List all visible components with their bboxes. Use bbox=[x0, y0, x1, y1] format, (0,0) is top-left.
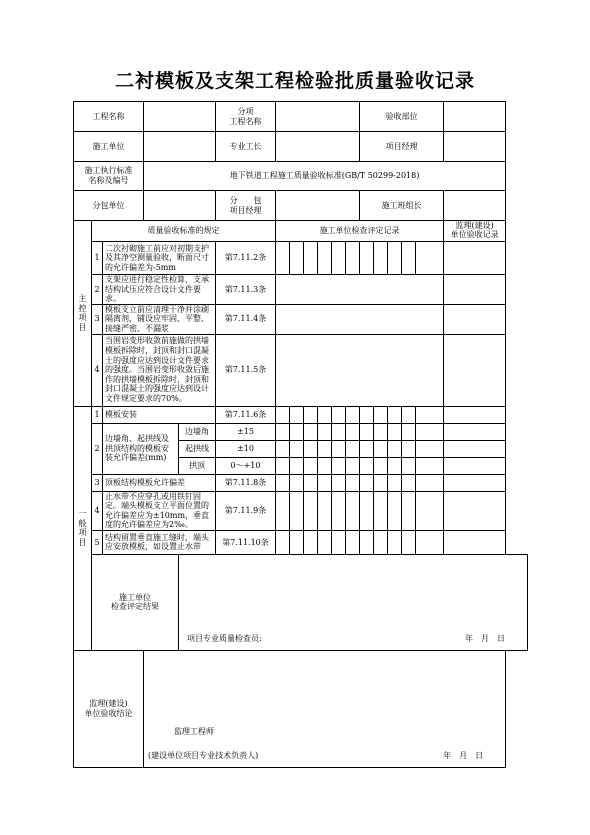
item-number: 2 bbox=[92, 275, 103, 305]
construction-unit-label: 施工单位 bbox=[74, 132, 144, 162]
supervision-date: 年 月 日 bbox=[443, 751, 484, 761]
check-cell[interactable] bbox=[332, 440, 346, 457]
check-cell[interactable] bbox=[304, 423, 318, 440]
evaluation-result-area[interactable] bbox=[179, 554, 528, 650]
sub-item-name: 边墙角 bbox=[179, 423, 216, 440]
item-reference: 第7.11.3条 bbox=[216, 275, 276, 305]
column-supervision-header: 监理(建设) 单位验收记录 bbox=[444, 221, 506, 242]
check-cell[interactable] bbox=[332, 242, 346, 275]
item-description: 模板支立前应清理干净并涂刷隔离剂，铺设应牢固、平整、接缝严密、不漏浆 bbox=[103, 304, 216, 334]
evaluation-date: 年 月 日 bbox=[465, 634, 505, 644]
check-cell[interactable] bbox=[402, 474, 416, 491]
supervision-record-cell[interactable] bbox=[444, 275, 506, 305]
check-cell[interactable] bbox=[318, 530, 332, 554]
check-cell[interactable] bbox=[360, 406, 374, 423]
check-remark-cell[interactable] bbox=[416, 491, 444, 530]
check-cell[interactable] bbox=[388, 440, 402, 457]
check-cell[interactable] bbox=[332, 406, 346, 423]
item-description: 二次衬砌施工前应对初期支护及其净空测量验收，断面尺寸的允许偏差为-5mm bbox=[103, 242, 216, 275]
subcontract-unit-field[interactable] bbox=[144, 191, 216, 221]
check-remark-cell[interactable] bbox=[416, 457, 444, 474]
check-cell[interactable] bbox=[290, 530, 304, 554]
item-description: 支架应进行稳定性检算，支承结构试压应符合设计文件要求。 bbox=[103, 275, 216, 305]
check-record-cell[interactable] bbox=[276, 275, 444, 305]
item-number: 5 bbox=[92, 530, 103, 554]
check-cell[interactable] bbox=[276, 423, 290, 440]
check-cell[interactable] bbox=[318, 242, 332, 275]
check-cell[interactable] bbox=[276, 440, 290, 457]
check-cell[interactable] bbox=[290, 440, 304, 457]
item-reference: 第7.11.9条 bbox=[216, 491, 276, 530]
item-reference: 第7.11.5条 bbox=[216, 334, 276, 406]
check-cell[interactable] bbox=[374, 457, 388, 474]
check-cell[interactable] bbox=[276, 530, 290, 554]
supervision-label: 监理(建设) 单位验收结论 bbox=[74, 650, 144, 767]
check-cell[interactable] bbox=[360, 474, 374, 491]
check-cell[interactable] bbox=[388, 530, 402, 554]
supervision-engineer-label: 监理工程师 bbox=[174, 727, 215, 737]
check-cell[interactable] bbox=[402, 440, 416, 457]
sub-item-name: 拱顶 bbox=[179, 457, 216, 474]
check-cell[interactable] bbox=[290, 406, 304, 423]
check-cell[interactable] bbox=[402, 242, 416, 275]
supervision-record-cell[interactable] bbox=[444, 406, 506, 423]
project-name-field[interactable] bbox=[144, 102, 216, 132]
check-remark-cell[interactable] bbox=[416, 474, 444, 491]
check-cell[interactable] bbox=[276, 474, 290, 491]
sub-project-field[interactable] bbox=[276, 102, 360, 132]
sub-item-value: 0～+10 bbox=[216, 457, 276, 474]
check-cell[interactable] bbox=[360, 457, 374, 474]
check-cell[interactable] bbox=[332, 491, 346, 530]
check-cell[interactable] bbox=[346, 423, 360, 440]
sub-item-name: 起拱线 bbox=[179, 440, 216, 457]
check-cell[interactable] bbox=[332, 423, 346, 440]
check-cell[interactable] bbox=[318, 423, 332, 440]
item-number: 1 bbox=[92, 242, 103, 275]
general-row bbox=[74, 530, 528, 554]
check-remark-cell[interactable] bbox=[416, 440, 444, 457]
item-reference: 第7.11.10条 bbox=[216, 530, 276, 554]
sub-project-label: 分项 工程名称 bbox=[216, 102, 276, 132]
column-check-header: 施工单位检查评定记录 bbox=[276, 221, 444, 242]
check-cell[interactable] bbox=[388, 491, 402, 530]
check-cell[interactable] bbox=[346, 242, 360, 275]
check-cell[interactable] bbox=[374, 242, 388, 275]
check-cell[interactable] bbox=[388, 474, 402, 491]
check-remark-cell[interactable] bbox=[416, 530, 444, 554]
page-title: 二衬模板及支架工程检验批质量验收记录 bbox=[114, 70, 475, 92]
tech-lead-label: (建设单位项目专业技术负责人) bbox=[148, 751, 259, 761]
column-standard-header: 质量验收标准的规定 bbox=[92, 221, 276, 242]
check-cell[interactable] bbox=[402, 530, 416, 554]
check-cell[interactable] bbox=[346, 440, 360, 457]
item-number: 3 bbox=[92, 474, 103, 491]
check-cell[interactable] bbox=[374, 423, 388, 440]
check-cell[interactable] bbox=[402, 406, 416, 423]
item-number: 1 bbox=[92, 406, 103, 423]
supervision-record-cell[interactable] bbox=[444, 474, 506, 491]
check-cell[interactable] bbox=[276, 406, 290, 423]
check-cell[interactable] bbox=[318, 406, 332, 423]
standard-label: 施工执行标准 名称及编号 bbox=[74, 162, 144, 191]
check-cell[interactable] bbox=[346, 491, 360, 530]
foreman-field[interactable] bbox=[276, 132, 360, 162]
supervision-record-cell[interactable] bbox=[444, 423, 506, 440]
supervision-record-cell[interactable] bbox=[444, 334, 506, 406]
check-cell[interactable] bbox=[374, 491, 388, 530]
check-record-cell[interactable] bbox=[276, 334, 444, 406]
foreman-label: 专业工长 bbox=[216, 132, 276, 162]
sub-item-value: ±10 bbox=[216, 440, 276, 457]
supervision-record-cell[interactable] bbox=[444, 530, 506, 554]
main-control-row bbox=[74, 275, 528, 305]
subcontract-manager-label: 分 包 项目经理 bbox=[216, 191, 276, 221]
quality-inspector-label: 项目专业质量检查员: bbox=[187, 634, 262, 644]
check-cell[interactable] bbox=[360, 491, 374, 530]
check-cell[interactable] bbox=[388, 242, 402, 275]
supervision-conclusion-area[interactable] bbox=[144, 650, 506, 767]
check-cell[interactable] bbox=[318, 491, 332, 530]
item-description: 当围岩变形收敛前施做的拱墙模板拆除时，封顶和封口混凝土的强度应达到设计文件要求的强度。当围岩变形收敛后施作的拱墙模板拆除时，封顶和封口混凝土的强度应达到设计文件规定要求的70%。 bbox=[103, 334, 216, 406]
check-cell[interactable] bbox=[276, 491, 290, 530]
check-cell[interactable] bbox=[276, 457, 290, 474]
team-leader-label: 施工班组长 bbox=[360, 191, 444, 221]
standard-value: 地下铁道工程施工质量验收标准(GB/T 50299-2018) bbox=[144, 162, 506, 191]
main-control-row bbox=[74, 334, 528, 406]
item-number: 4 bbox=[92, 334, 103, 406]
check-cell[interactable] bbox=[290, 457, 304, 474]
evaluation-label: 施工单位 检查评定结果 bbox=[92, 554, 179, 650]
acceptance-part-field[interactable] bbox=[444, 102, 506, 132]
check-cell[interactable] bbox=[304, 474, 318, 491]
item-reference: 第7.11.6条 bbox=[216, 406, 276, 423]
project-manager-field[interactable] bbox=[444, 132, 506, 162]
check-cell[interactable] bbox=[346, 457, 360, 474]
check-cell[interactable] bbox=[346, 530, 360, 554]
check-record-cell[interactable] bbox=[276, 304, 444, 334]
construction-unit-field[interactable] bbox=[144, 132, 216, 162]
check-cell[interactable] bbox=[360, 530, 374, 554]
check-cell[interactable] bbox=[318, 457, 332, 474]
subcontract-manager-field[interactable] bbox=[276, 191, 360, 221]
check-cell[interactable] bbox=[290, 242, 304, 275]
general-row bbox=[74, 491, 528, 530]
check-cell[interactable] bbox=[304, 530, 318, 554]
acceptance-form-table bbox=[73, 101, 528, 768]
check-cell[interactable] bbox=[402, 423, 416, 440]
check-cell[interactable] bbox=[346, 474, 360, 491]
project-name-label: 工程名称 bbox=[74, 102, 144, 132]
check-cell[interactable] bbox=[304, 440, 318, 457]
supervision-record-cell[interactable] bbox=[444, 457, 506, 474]
check-cell[interactable] bbox=[346, 406, 360, 423]
general-row bbox=[74, 423, 528, 440]
check-cell[interactable] bbox=[318, 440, 332, 457]
check-cell[interactable] bbox=[374, 406, 388, 423]
check-cell[interactable] bbox=[332, 457, 346, 474]
check-remark-cell[interactable] bbox=[416, 242, 444, 275]
supervision-record-cell[interactable] bbox=[444, 242, 506, 275]
check-cell[interactable] bbox=[388, 406, 402, 423]
check-cell[interactable] bbox=[374, 440, 388, 457]
check-cell[interactable] bbox=[332, 474, 346, 491]
main-control-row bbox=[74, 242, 528, 275]
check-remark-cell[interactable] bbox=[416, 423, 444, 440]
check-cell[interactable] bbox=[360, 440, 374, 457]
main-control-row bbox=[74, 304, 528, 334]
check-cell[interactable] bbox=[374, 474, 388, 491]
check-cell[interactable] bbox=[388, 457, 402, 474]
item-reference: 第7.11.8条 bbox=[216, 474, 276, 491]
team-leader-field[interactable] bbox=[444, 191, 506, 221]
check-cell[interactable] bbox=[402, 491, 416, 530]
check-cell[interactable] bbox=[388, 423, 402, 440]
check-cell[interactable] bbox=[318, 474, 332, 491]
check-cell[interactable] bbox=[276, 242, 290, 275]
check-cell[interactable] bbox=[360, 242, 374, 275]
item-description: 止水带不应穿孔或用铁钉固定。端头模板支立平面位置的允许偏差应为±10mm，垂直度的允许偏差应为2‰。 bbox=[103, 491, 216, 530]
project-manager-label: 项目经理 bbox=[360, 132, 444, 162]
check-cell[interactable] bbox=[290, 474, 304, 491]
supervision-record-cell[interactable] bbox=[444, 440, 506, 457]
general-row bbox=[74, 406, 528, 423]
check-cell[interactable] bbox=[402, 457, 416, 474]
supervision-record-cell[interactable] bbox=[444, 304, 506, 334]
check-cell[interactable] bbox=[360, 423, 374, 440]
check-cell[interactable] bbox=[304, 406, 318, 423]
item-number: 4 bbox=[92, 491, 103, 530]
check-remark-cell[interactable] bbox=[416, 406, 444, 423]
supervision-record-cell[interactable] bbox=[444, 491, 506, 530]
item-description: 模板安装 bbox=[103, 406, 216, 423]
item-reference: 第7.11.2条 bbox=[216, 242, 276, 275]
item-number: 2 bbox=[92, 423, 103, 474]
check-cell[interactable] bbox=[332, 530, 346, 554]
sub-item-value: ±15 bbox=[216, 423, 276, 440]
item-description: 顶板结构模板允许偏差 bbox=[103, 474, 216, 491]
check-cell[interactable] bbox=[290, 491, 304, 530]
subcontract-unit-label: 分包单位 bbox=[74, 191, 144, 221]
item-number: 3 bbox=[92, 304, 103, 334]
check-cell[interactable] bbox=[374, 530, 388, 554]
item-reference: 第7.11.4条 bbox=[216, 304, 276, 334]
check-cell[interactable] bbox=[304, 242, 318, 275]
check-cell[interactable] bbox=[290, 423, 304, 440]
check-cell[interactable] bbox=[304, 457, 318, 474]
main-control-label: 主 控 项 目 bbox=[74, 221, 92, 407]
item-description: 边墙角、起拱线及拱顶结构的模板安装允许偏差(mm) bbox=[103, 423, 179, 474]
check-cell[interactable] bbox=[304, 491, 318, 530]
general-row bbox=[74, 474, 528, 491]
general-items-label: 一 般 项 目 bbox=[74, 406, 92, 650]
item-description: 结构留置垂直施工缝时，端头应安放模板，如设置止水带 bbox=[103, 530, 216, 554]
acceptance-part-label: 验收部位 bbox=[360, 102, 444, 132]
